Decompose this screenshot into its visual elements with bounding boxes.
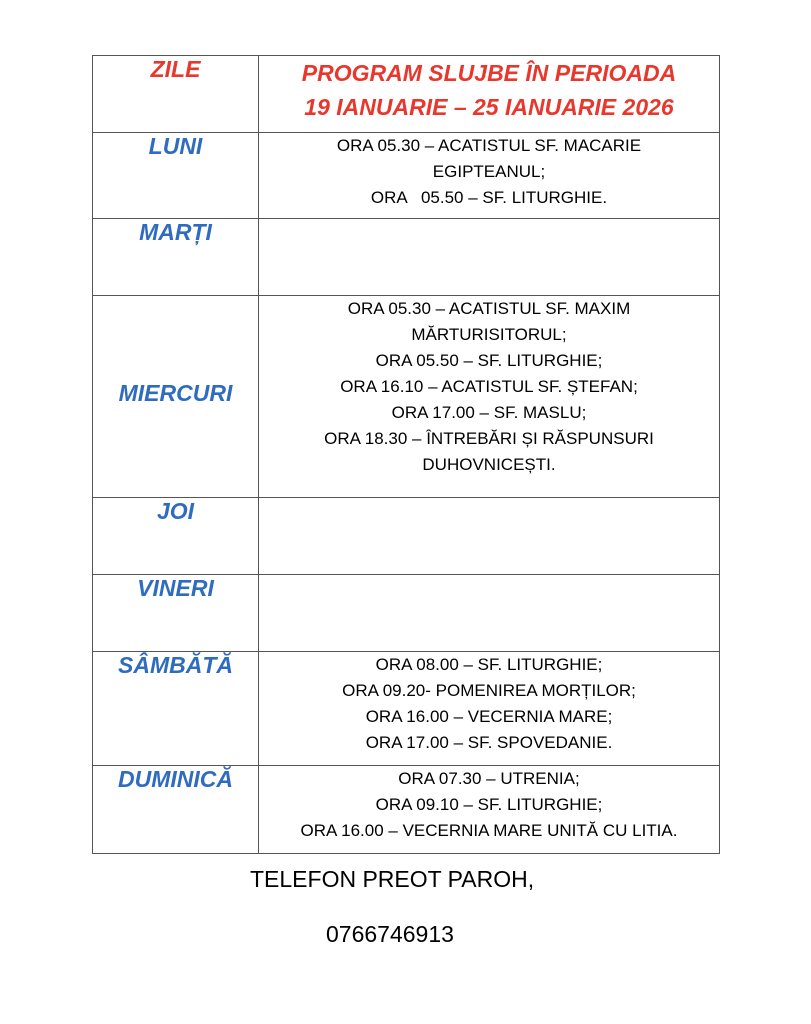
program-line: EGIPTEANUL; [432,162,546,181]
day-row-vineri [93,575,720,652]
program-column-title [259,56,720,133]
program-line: ORA 07.30 – UTRENIA; [398,769,580,788]
day-row-luni [93,133,720,219]
day-name: MARȚI [93,219,259,296]
program-line: DUHOVNICEȘTI. [422,455,556,474]
program-line: ORA 05.50 – SF. LITURGHIE; [375,351,603,370]
program-line: MĂRTURISITORUL; [411,325,567,344]
day-program [259,652,720,766]
day-name: SÂMBĂTĂ [93,652,259,766]
days-column-title: ZILE [93,56,259,133]
program-line: ORA 16.00 – VECERNIA MARE UNITĂ CU LITIA. [300,821,678,840]
phone-number: 0766746913 [326,921,454,947]
program-line: ORA 05.30 – ACATISTUL SF. MACARIE [336,136,642,155]
day-row-duminica [93,766,720,854]
day-row-miercuri [93,296,720,498]
day-name: DUMINICĂ [93,766,259,854]
day-program [259,219,720,296]
day-name: MIERCURI [93,296,259,498]
program-line: ORA 18.30 – ÎNTREBĂRI ȘI RĂSPUNSURI [324,429,654,448]
program-line: ORA 08.00 – SF. LITURGHIE; [375,655,603,674]
program-line: ORA 09.10 – SF. LITURGHIE; [375,795,603,814]
day-program [259,296,720,498]
schedule-table [92,55,720,854]
day-name: VINERI [93,575,259,652]
day-program [259,498,720,575]
program-line: ORA 16.00 – VECERNIA MARE; [365,707,613,726]
day-name: JOI [93,498,259,575]
program-title-line-2: 19 IANUARIE – 25 IANUARIE 2026 [304,94,674,120]
program-title-line-1: PROGRAM SLUJBE ÎN PERIOADA [301,60,677,86]
day-program [259,133,720,219]
day-name: LUNI [93,133,259,219]
header-row [93,56,720,133]
program-line: ORA 09.20- POMENIREA MORȚILOR; [342,681,636,700]
program-line: ORA 16.10 – ACATISTUL SF. ȘTEFAN; [340,377,638,396]
day-program [259,575,720,652]
program-line: ORA 17.00 – SF. MASLU; [391,403,587,422]
program-line: ORA 05.30 – ACATISTUL SF. MAXIM [347,299,631,318]
day-program [259,766,720,854]
program-line: ORA 05.50 – SF. LITURGHIE. [370,188,608,207]
day-row-sambata [93,652,720,766]
day-row-marti [93,219,720,296]
day-row-joi [93,498,720,575]
program-line: ORA 17.00 – SF. SPOVEDANIE. [365,733,613,752]
contact-label: TELEFON PREOT PAROH, [250,866,535,892]
